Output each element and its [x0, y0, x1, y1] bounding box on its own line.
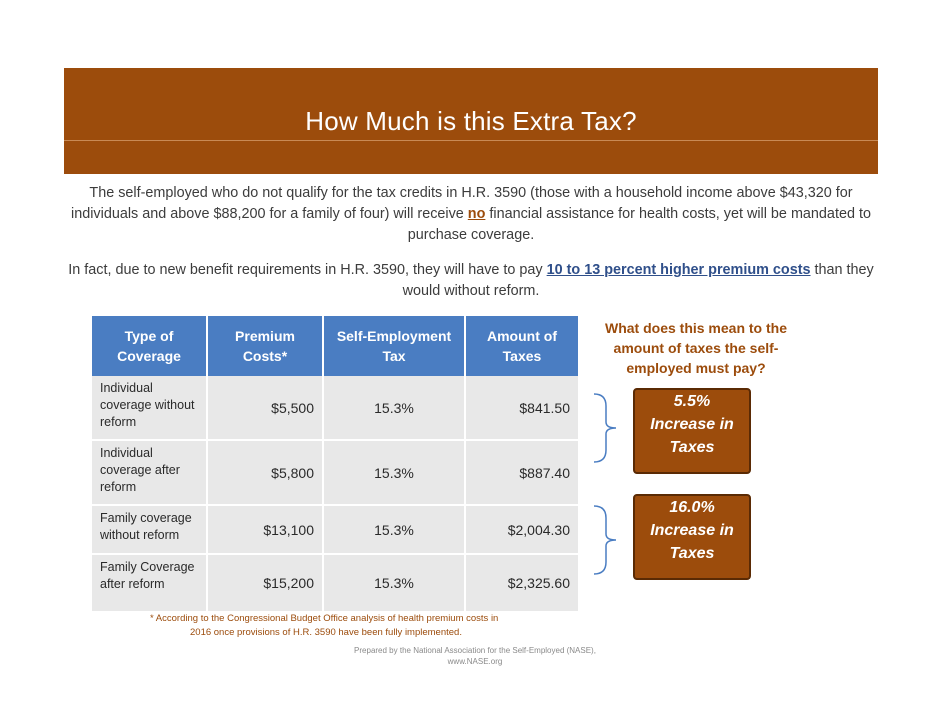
badge-label: Increase in	[650, 522, 734, 539]
credit-line: Prepared by the National Association for the Self-Employed (NASE),	[354, 646, 596, 655]
cell-amount: $887.40	[465, 440, 578, 505]
fact-paragraph	[64, 260, 878, 302]
fact-emphasis: 10 to 13 percent higher premium costs	[546, 262, 811, 278]
cell-type: Family Coverage after reform	[92, 554, 207, 612]
footnote-line: * According to the Congressional Budget Office analysis of health premium costs in	[150, 613, 499, 624]
callout-question: What does this mean to the amount of taxes the self-employed must pay?	[604, 320, 787, 376]
badge-value: 5.5%	[673, 393, 711, 410]
fact-text-start: In fact, due to new benefit requirements in H.R. 3590, they will have to pay	[68, 262, 547, 278]
brace-icon	[592, 504, 626, 576]
header-amount: Amount of Taxes	[465, 316, 578, 376]
title-banner	[64, 68, 878, 174]
cell-rate: 15.3%	[323, 376, 465, 440]
credit	[340, 645, 610, 667]
cell-premium: $15,200	[207, 554, 323, 612]
footnote	[150, 612, 510, 640]
table-row	[92, 376, 578, 440]
header-type: Type of Coverage	[92, 316, 207, 376]
intro-emphasis: no	[467, 206, 486, 222]
header-premium: Premium Costs*	[207, 316, 323, 376]
cell-amount: $841.50	[465, 376, 578, 440]
fact-text-end: than they would without reform.	[402, 262, 874, 299]
cell-amount: $2,004.30	[465, 505, 578, 554]
intro-text-end: financial assistance for health costs, yet will be mandated to purchase coverage.	[407, 206, 871, 243]
cell-rate: 15.3%	[323, 505, 465, 554]
increase-badge-family	[633, 494, 751, 580]
table-row	[92, 440, 578, 505]
cell-type: Individual coverage without reform	[92, 376, 207, 440]
cell-rate: 15.3%	[323, 554, 465, 612]
cell-premium: $13,100	[207, 505, 323, 554]
table-row	[92, 505, 578, 554]
cell-premium: $5,800	[207, 440, 323, 505]
badge-label: Increase in	[650, 416, 734, 433]
intro-paragraph	[64, 183, 878, 246]
cell-premium: $5,500	[207, 376, 323, 440]
credit-url: www.NASE.org	[447, 657, 503, 666]
badge-label: Taxes	[669, 545, 715, 562]
badge-label: Taxes	[669, 439, 715, 456]
intro-text-start: The self-employed who do not qualify for the tax credits in H.R. 3590 (those with a household income above $43,320 for individuals and above $88,200 for a family of four) will receive	[71, 185, 853, 222]
footnote-line: 2016 once provisions of H.R. 3590 have been fully implemented.	[190, 627, 462, 638]
badge-value: 16.0%	[669, 499, 715, 516]
cell-type: Individual coverage after reform	[92, 440, 207, 505]
increase-badge-individual	[633, 388, 751, 474]
table-header-row	[92, 316, 578, 376]
cell-amount: $2,325.60	[465, 554, 578, 612]
coverage-table	[92, 316, 578, 613]
table-row	[92, 554, 578, 612]
slide-title: How Much is this Extra Tax?	[305, 106, 637, 136]
cell-rate: 15.3%	[323, 440, 465, 505]
cell-type: Family coverage without reform	[92, 505, 207, 554]
brace-icon	[592, 392, 626, 464]
banner-divider	[64, 140, 878, 141]
header-se-tax: Self-Employment Tax	[323, 316, 465, 376]
